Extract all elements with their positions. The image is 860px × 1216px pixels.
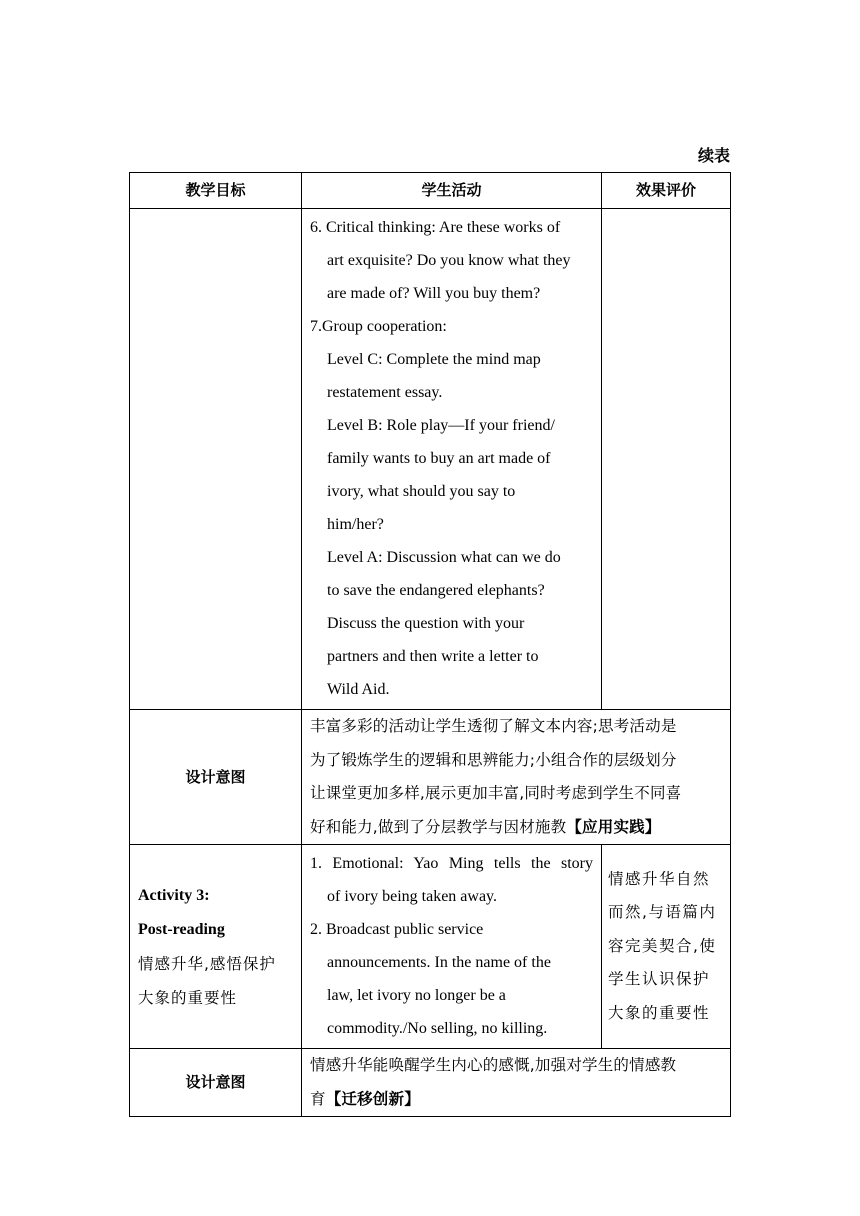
intent-line: 好和能力,做到了分层教学与因材施教【应用实践】	[310, 817, 661, 836]
intent-tag: 【应用实践】	[566, 817, 661, 836]
activity-line: to save the endangered elephants?	[327, 582, 545, 599]
goal-line: 情感升华,感悟保护	[138, 954, 276, 973]
activity-line: partners and then write a letter to	[327, 648, 539, 665]
header-evaluation: 效果评价	[602, 173, 731, 209]
activity-line: 1. Emotional: Yao Ming tells the story	[310, 855, 593, 872]
activity-line: are made of? Will you buy them?	[327, 285, 541, 302]
intent-line: 为了锻炼学生的逻辑和思辨能力;小组合作的层级划分	[310, 750, 677, 769]
intent-row	[130, 1049, 731, 1117]
activity-line: ivory, what should you say to	[327, 483, 516, 500]
activity-line: Wild Aid.	[327, 681, 390, 698]
goal-cell	[130, 845, 302, 1049]
evaluation-line: 学生认识保护	[608, 970, 711, 989]
goal-cell	[130, 209, 302, 710]
activity-line: 2. Broadcast public service	[310, 921, 484, 938]
intent-text	[302, 710, 731, 845]
activity-line: family wants to buy an art made of	[327, 450, 551, 467]
activity-cell	[302, 845, 602, 1049]
activity-line: of ivory being taken away.	[327, 888, 498, 905]
intent-line: 育【迁移创新】	[310, 1089, 420, 1108]
activity-line: him/her?	[327, 516, 384, 533]
activity-line: 6. Critical thinking: Are these works of	[310, 219, 561, 236]
goal-subtitle: Post-reading	[138, 920, 225, 938]
intent-text	[302, 1049, 731, 1117]
intent-tag: 【迁移创新】	[325, 1089, 420, 1108]
intent-label: 设计意图	[130, 710, 302, 845]
activity-line: Discuss the question with your	[327, 615, 525, 632]
table-row	[130, 845, 731, 1049]
header-goal: 教学目标	[130, 173, 302, 209]
intent-label: 设计意图	[130, 1049, 302, 1117]
goal-title: Activity 3:	[138, 886, 210, 904]
activity-line: law, let ivory no longer be a	[327, 987, 506, 1004]
teaching-table	[129, 172, 731, 1117]
evaluation-line: 而然,与语篇内	[608, 903, 717, 922]
evaluation-line: 大象的重要性	[608, 1003, 711, 1022]
activity-line: restatement essay.	[327, 384, 443, 401]
intent-row	[130, 710, 731, 845]
evaluation-line: 情感升华自然	[608, 869, 711, 888]
activity-line: art exquisite? Do you know what they	[327, 252, 571, 269]
activity-line: Level A: Discussion what can we do	[327, 549, 561, 566]
continued-label: 续表	[697, 146, 730, 165]
intent-line: 让课堂更加多样,展示更加丰富,同时考虑到学生不同喜	[310, 784, 682, 802]
activity-line: Level C: Complete the mind map	[327, 351, 541, 368]
evaluation-cell	[602, 209, 731, 710]
table-row	[130, 209, 731, 710]
header-row	[130, 173, 731, 209]
goal-line: 大象的重要性	[138, 988, 238, 1007]
activity-line: 7.Group cooperation:	[310, 318, 447, 335]
activity-cell	[302, 209, 602, 710]
activity-line: announcements. In the name of the	[327, 954, 551, 971]
evaluation-cell	[602, 845, 731, 1049]
intent-line: 情感升华能唤醒学生内心的感慨,加强对学生的情感教	[310, 1056, 677, 1074]
header-activity: 学生活动	[302, 173, 602, 209]
evaluation-line: 容完美契合,使	[608, 936, 717, 955]
activity-line: commodity./No selling, no killing.	[327, 1020, 548, 1037]
intent-line: 丰富多彩的活动让学生透彻了解文本内容;思考活动是	[310, 717, 677, 735]
activity-line: Level B: Role play—If your friend/	[327, 417, 555, 434]
